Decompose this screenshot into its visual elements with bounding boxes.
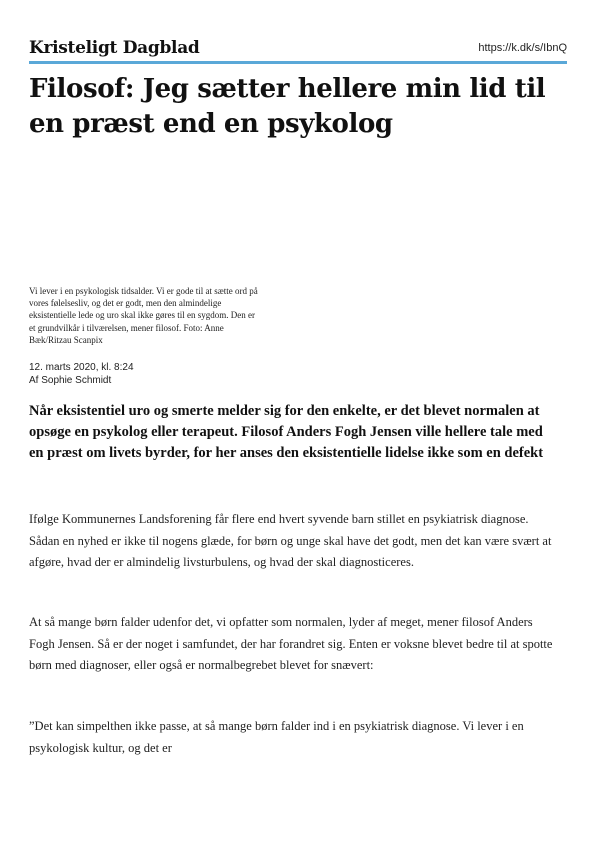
photo-caption: Vi lever i en psykologisk tidsalder. Vi er gode til at sætte ord på vores følelsesliv, og det er godt, men den almindelige eksistentielle lede og uro skal ikke gøres til en sygdom. Den er et grundvilkår i tilværelsen, mener filosof. Foto: Anne Bæk/Ritzau Scanpix [29,286,258,345]
publish-date: 12. marts 2020, kl. 8:24 [29,362,134,373]
masthead [29,38,567,60]
header-divider [29,61,567,64]
article-meta [29,362,134,387]
body-paragraph: Ifølge Kommunernes Landsforening får flere end hvert syvende barn stillet en psykiatrisk diagnose. Sådan en nyhed er ikke til nogens glæde, for børn og unge skal have det godt, men det kan være svært at afgøre, hvad der er almindelig livsturbulens, og hvad der skal diagnosticeres. [29,512,552,569]
body-paragraph: At så mange børn falder udenfor det, vi opfatter som normalen, lyder af meget, mener filosof Anders Fogh Jensen. Så er der noget i samfundet, der har forandret sig. Enten er voksne blevet bedre til at spotte børn med diagnoser, eller også er normalbegrebet blevet for snævert: [29,615,553,672]
article-lead: Når eksistentiel uro og smerte melder sig for den enkelte, er det blevet normalen at opsøge en psykolog eller terapeut. Filosof Anders Fogh Jensen ville hellere tale med en præst om livets byrder, for her anses den eksistentielle lidelse ikke som en defekt [29,403,544,461]
short-link[interactable]: https://k.dk/s/IbnQ [478,42,567,54]
newspaper-logo[interactable]: Kristeligt Dagblad [29,38,200,58]
article-headline: Filosof: Jeg sætter hellere min lid til en præst end en psykolog [29,74,546,139]
body-paragraph: ”Det kan simpelthen ikke passe, at så mange børn falder ind i en psykiatrisk diagnose. Vi lever i en psykologisk kultur, og det er [29,719,524,755]
byline: Af Sophie Schmidt [29,374,112,386]
